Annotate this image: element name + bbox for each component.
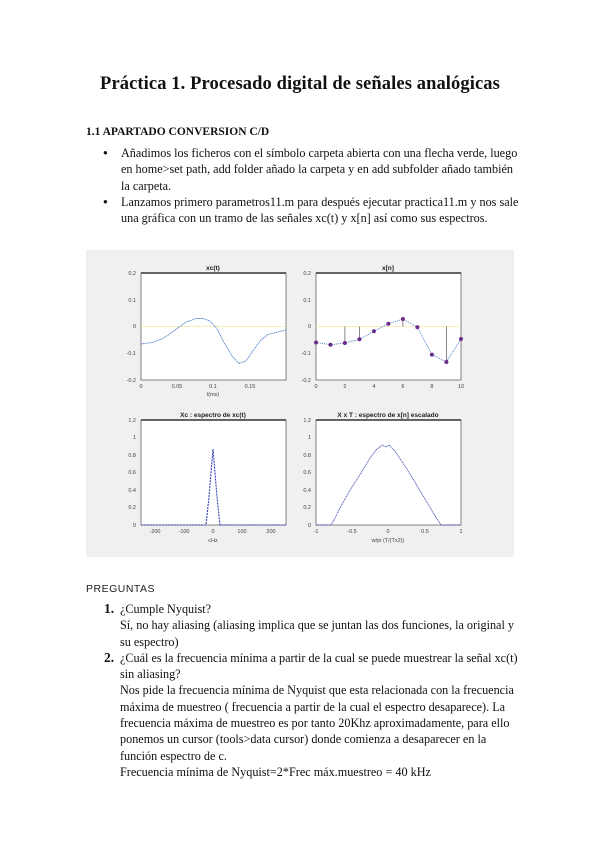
section-heading: 1.1 APARTADO CONVERSION C/D	[86, 126, 270, 138]
svg-text:-0.2: -0.2	[301, 378, 311, 384]
plot-title: x[n]	[382, 265, 394, 272]
svg-text:2: 2	[343, 384, 347, 390]
question-text: ¿Cuál es la frecuencia mínima a partir de la cual se puede muestrear la señal xc(t) sin aliasing?	[120, 650, 518, 682]
y-ticks	[128, 418, 136, 529]
question-item	[104, 650, 524, 780]
svg-text:0.6: 0.6	[303, 470, 311, 476]
bullet-item: ● Lanzamos primero parametros11.m para después ejecutar practica11.m y nos sale una gráfica con un tramo de las señales xc(t) y x[n] así como sus espectros.	[103, 194, 523, 227]
x-label: cHz	[208, 538, 218, 544]
svg-text:-0.1: -0.1	[126, 351, 136, 357]
y-ticks	[303, 418, 311, 529]
svg-text:0.5: 0.5	[421, 529, 429, 535]
svg-text:0.8: 0.8	[303, 453, 311, 459]
svg-text:-1: -1	[313, 529, 319, 535]
svg-text:1: 1	[307, 435, 311, 441]
question-item	[104, 601, 524, 650]
questions-heading: PREGUNTAS	[86, 583, 156, 595]
x-ticks	[314, 529, 463, 535]
x-ticks	[149, 529, 275, 535]
svg-text:0.1: 0.1	[209, 384, 217, 390]
questions-list	[104, 601, 524, 780]
plot-xn	[300, 250, 514, 405]
bullet-list	[103, 145, 523, 226]
plot-xc	[86, 250, 300, 405]
svg-text:0: 0	[307, 523, 311, 529]
svg-text:8: 8	[430, 384, 434, 390]
svg-text:-0.5: -0.5	[347, 529, 357, 535]
svg-text:0: 0	[314, 384, 318, 390]
svg-text:-100: -100	[178, 529, 190, 535]
svg-text:0.4: 0.4	[128, 488, 136, 494]
svg-text:0.1: 0.1	[128, 298, 136, 304]
question-number: 1.	[104, 601, 115, 616]
plot-title: xc(t)	[206, 265, 220, 272]
plot-xc-svg	[86, 250, 300, 400]
svg-text:200: 200	[266, 529, 276, 535]
document-title: Práctica 1. Procesado digital de señales analógicas	[100, 74, 500, 94]
plot-xc-spectrum-svg	[86, 400, 300, 557]
svg-text:0.2: 0.2	[303, 505, 311, 511]
svg-text:0: 0	[132, 324, 136, 330]
svg-text:1: 1	[459, 529, 463, 535]
plot-xn-spectrum-svg	[300, 400, 514, 557]
svg-text:-200: -200	[149, 529, 161, 535]
svg-text:0.2: 0.2	[128, 271, 136, 277]
svg-text:1.2: 1.2	[128, 418, 136, 424]
svg-text:1.2: 1.2	[303, 418, 311, 424]
y-ticks	[127, 271, 136, 384]
svg-text:1: 1	[132, 435, 136, 441]
x-ticks	[139, 384, 255, 390]
svg-text:0: 0	[386, 529, 390, 535]
x-label: w/pi (T/(Tx2))	[371, 538, 405, 544]
matlab-figure	[86, 250, 514, 557]
svg-text:0.2: 0.2	[303, 271, 311, 277]
question-text: ¿Cumple Nyquist?	[120, 602, 212, 616]
question-number: 2.	[104, 649, 115, 665]
svg-text:-0.1: -0.1	[301, 351, 311, 357]
bullet-item: ● Añadimos los ficheros con el símbolo carpeta abierta con una flecha verde, luego en home>set path, add folder añado la carpeta y en add subfolder añado también la carpeta.	[103, 145, 523, 194]
svg-text:0.4: 0.4	[303, 488, 311, 494]
svg-text:0: 0	[132, 523, 136, 529]
svg-text:10: 10	[457, 384, 465, 390]
plot-xc-spectrum	[86, 400, 300, 562]
plot-xn-spectrum	[300, 400, 514, 562]
svg-text:6: 6	[401, 384, 405, 390]
x-ticks	[314, 384, 464, 390]
svg-text:0: 0	[211, 529, 215, 535]
svg-text:0.1: 0.1	[303, 298, 311, 304]
answer-result: Frecuencia mínima de Nyquist=2*Frec máx.muestreo = 40 kHz	[120, 764, 431, 779]
svg-text:0.8: 0.8	[128, 453, 136, 459]
svg-text:0.05: 0.05	[171, 384, 183, 390]
y-ticks	[302, 271, 311, 384]
x-label: t(ms)	[206, 392, 220, 398]
svg-text:0.2: 0.2	[128, 505, 136, 511]
svg-text:-0.2: -0.2	[126, 378, 136, 384]
svg-text:0: 0	[307, 324, 311, 330]
answer-text: Nos pide la frecuencia mínima de Nyquist que esta relacionada con la frecuencia máxima de muestreo ( frecuencia a partir de la cual el espectro desaparece). La frecuencia máxima de muestreo es por tanto 20Khz aproximadamente, para ello ponemos un cursor (tools>data cursor) donde comienza a desaparecer en la función espectro de c.	[120, 683, 514, 763]
svg-text:0.6: 0.6	[128, 470, 136, 476]
answer-text: Sí, no hay aliasing (aliasing implica que se juntan las dos funciones, la original y su espectro)	[120, 618, 514, 649]
plot-title: Xc : espectro de xc(t)	[180, 412, 246, 419]
svg-text:100: 100	[237, 529, 247, 535]
svg-text:0.15: 0.15	[244, 384, 256, 390]
plot-xn-svg	[300, 250, 514, 400]
plot-title: X x T : espectro de x[n] escalado	[337, 412, 439, 419]
svg-text:4: 4	[372, 384, 376, 390]
svg-text:0: 0	[139, 384, 143, 390]
